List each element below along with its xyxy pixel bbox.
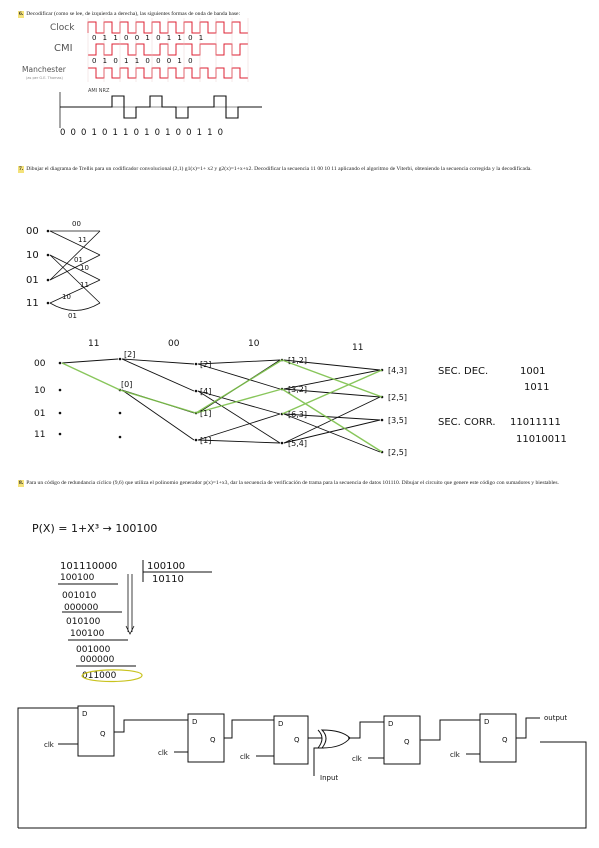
metric: [3,5]	[388, 416, 407, 425]
question-number: 6.	[19, 11, 24, 17]
metric: [3,2]	[288, 385, 307, 394]
corrected-label: SEC. CORR.	[438, 417, 496, 428]
question-number: 7.	[19, 166, 24, 172]
division-step: 001010	[62, 591, 97, 601]
division-step: 001000	[76, 645, 111, 655]
received-pair: 00	[168, 339, 180, 349]
metric: [2,5]	[388, 448, 407, 457]
edge-label: 10	[62, 293, 71, 301]
state-label: 10	[26, 250, 39, 261]
q-label: Q	[210, 736, 216, 744]
q-label: Q	[294, 736, 300, 744]
received-pair: 10	[248, 339, 260, 349]
dividend: 101110000	[60, 561, 118, 572]
division-step: 010100	[66, 617, 101, 627]
ami-bits: 0 0 0 1 0 1 1 0 1 0 1 0 0 1 1 0	[60, 128, 225, 138]
q-label: Q	[502, 736, 508, 744]
division-step: 000000	[64, 603, 99, 613]
d-label: D	[192, 718, 198, 726]
edge-label: 01	[74, 256, 83, 264]
metric: [2]	[124, 350, 136, 359]
clock-label: Clock	[50, 23, 75, 33]
state-label: 11	[26, 298, 39, 309]
manchester-sublabel: (as per G.E. Thomas)	[26, 76, 63, 80]
generator-polynomial: P(X) = 1+X³ → 100100	[32, 522, 158, 535]
decoded-label: SEC. DEC.	[438, 366, 489, 377]
divisor: 100100	[147, 561, 186, 572]
edge-label: 11	[80, 281, 89, 289]
ami-label: AMI NRZ	[88, 88, 110, 94]
state-label: 01	[34, 409, 46, 419]
metric: [1]	[200, 409, 212, 418]
state-label: 00	[26, 226, 39, 237]
clk-label: clk	[450, 751, 460, 759]
metric: [4]	[200, 387, 212, 396]
metric: [5,4]	[288, 439, 307, 448]
clk-label: clk	[240, 753, 250, 761]
metric: [0]	[121, 380, 133, 389]
metric: [6,3]	[288, 410, 307, 419]
edge-label: 11	[78, 236, 87, 244]
d-label: D	[484, 718, 490, 726]
metric: [1,2]	[288, 356, 307, 365]
edge-label: 10	[80, 264, 89, 272]
state-label: 01	[26, 275, 39, 286]
manchester-label: Manchester	[22, 65, 66, 74]
corrected-value: 11011111	[510, 417, 561, 428]
corrected-value: 11010011	[516, 434, 567, 445]
d-label: D	[388, 720, 394, 728]
q-label: Q	[100, 730, 106, 738]
clk-label: clk	[158, 749, 168, 757]
question-statement: Decodificar (como se lee, de izquierda a derecha), las siguientes formas de onda de banda base:	[26, 11, 241, 17]
division-step: 100100	[70, 629, 105, 639]
received-pair: 11	[88, 339, 100, 349]
division-step: 011000	[82, 671, 117, 681]
d-label: D	[82, 710, 88, 718]
question-statement: Para un código de redundancia cíclico (9,6) que utiliza el polinomio generador p(x)=1+x3, dar la secuencia de verificación de trama para la secuencia de datos 101110. Dibujar el circuito que genere este código con sumadores y biestables.	[26, 480, 559, 486]
clk-label: clk	[352, 755, 362, 763]
metric: [4,3]	[388, 366, 407, 375]
state-label: 10	[34, 386, 46, 396]
metric: [1]	[200, 436, 212, 445]
edge-label: 01	[68, 312, 77, 320]
decoded-value: 1001	[520, 366, 546, 377]
division-step: 000000	[80, 655, 115, 665]
cmi-label: CMI	[54, 43, 73, 54]
question-8-text	[18, 480, 578, 487]
question-statement: Dibujar el diagrama de Trellis para un codificador convolucional (2,1) g1(x)=1+ x2 y g2(x)=1+x+x2. Decodificar la secuencia 11 00 10 11 aplicando el algoritmo de Viterbi, obteniendo la secuencia corregida y la decodificada.	[26, 166, 532, 172]
edge-label: 00	[72, 220, 81, 228]
cmi-bits: 0 1 1 0 0 1 0 1 1 0 1	[92, 34, 206, 42]
question-7-text	[18, 166, 578, 173]
state-label: 11	[34, 430, 46, 440]
state-label: 00	[34, 359, 46, 369]
metric: [2]	[200, 360, 212, 369]
received-pair: 11	[352, 343, 364, 353]
decoded-value: 1011	[524, 382, 550, 393]
q-label: Q	[404, 738, 410, 746]
manchester-bits: 0 1 0 1 1 0 0 0 1 0	[92, 57, 195, 65]
division-step: 100100	[60, 573, 95, 583]
metric: [2,5]	[388, 393, 407, 402]
d-label: D	[278, 720, 284, 728]
output-label: output	[544, 714, 568, 722]
quotient: 10110	[152, 574, 184, 585]
input-label: Input	[320, 774, 339, 782]
clk-label: clk	[44, 741, 54, 749]
question-number: 8.	[19, 480, 24, 486]
